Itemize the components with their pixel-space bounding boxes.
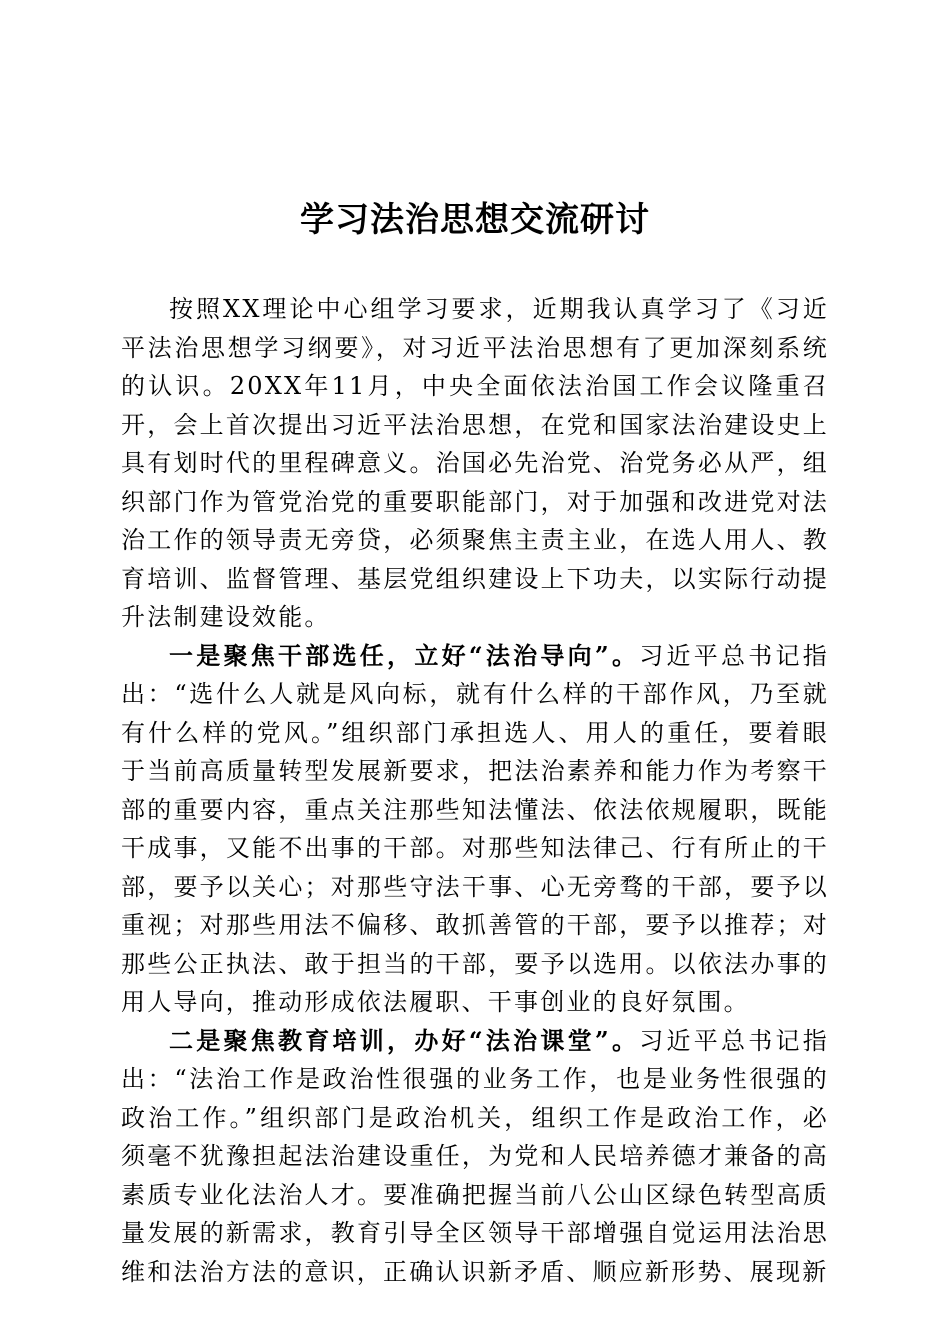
paragraph-text: 按照XX理论中心组学习要求，近期我认真学习了《习近平法治思想学习纲要》，对习近平法治思想有了更加深刻系统的认识。20XX年11月，中央全面依法治国工作会议隆重召开，会上首次提出习近平法治思想，在党和国家法治建设史上具有划时代的里程碑意义。治国必先治党、治党务必从严，组织部门作为管党治党的重要职能部门，对于加强和改进党对法治工作的领导责无旁贷，必须聚焦主责主业，在选人用人、教育培训、监督管理、基层党组织建设上下功夫，以实际行动提升法制建设效能。: [121, 295, 829, 631]
paragraph-text: 习近平总书记指出：“选什么人就是风向标，就有什么样的干部作风，乃至就有什么样的党风。”组织部门承担选人、用人的重任，要着眼于当前高质量转型发展新要求，把法治素养和能力作为考察干部的重要内容，重点关注那些知法懂法、依法依规履职，既能干成事，又能不出事的干部。对那些知法律己、行有所止的干部，要予以关心；对那些守法干事、心无旁骛的干部，要予以重视；对那些用法不偏移、敢抓善管的干部，要予以推荐；对那些公正执法、敢于担当的干部，要予以选用。以依法办事的用人导向，推动形成依法履职、干事创业的良好氛围。: [121, 641, 829, 1016]
paragraph-lead: 一是聚焦干部选任，立好“法治导向”。: [169, 640, 640, 670]
document-title: 学习法治思想交流研讨: [300, 200, 650, 240]
paragraph-lead: 二是聚焦教育培训，办好“法治课堂”。: [169, 1025, 640, 1055]
document-body: [121, 290, 829, 1291]
paragraph-cadre-selection: [121, 637, 829, 1022]
paragraph-education-training: [121, 1022, 829, 1292]
paragraph-intro: [121, 290, 829, 637]
paragraph-text: 习近平总书记指出：“法治工作是政治性很强的业务工作，也是业务性很强的政治工作。”组织部门是政治机关，组织工作是政治工作，必须毫不犹豫担起法治建设重任，为党和人民培养德才兼备的高素质专业化法治人才。要准确把握当前八公山区绿色转型高质量发展的新需求，教育引导全区领导干部增强自觉运用法治思维和法治方法的意识，正确认识新矛盾、顺应新形势、展现新: [121, 1026, 829, 1286]
